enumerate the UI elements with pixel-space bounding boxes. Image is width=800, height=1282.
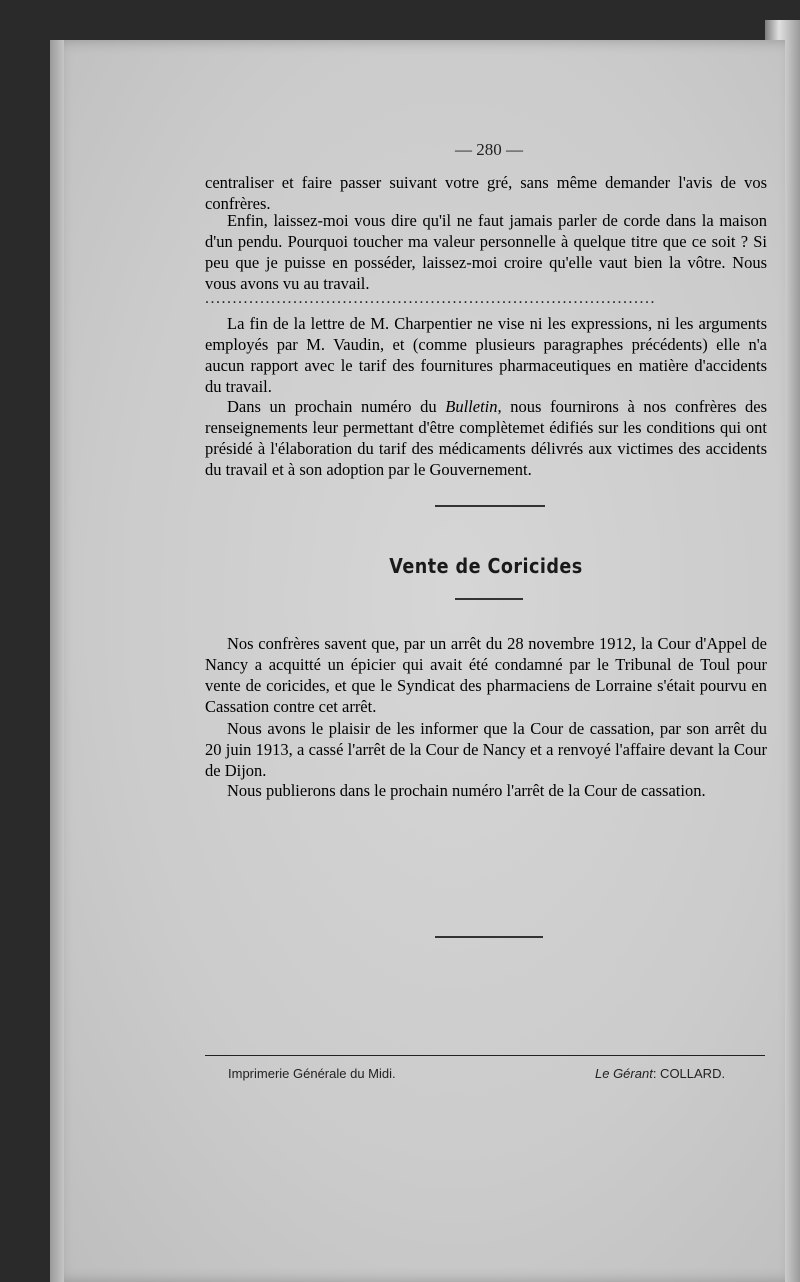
paragraph-4-text-b: , nous fournirons à nos confrères des renseignements leur permettant d'être complètemet édifiés sur les conditions qui ont présidé à l'élaboration du tarif des médicaments délivrés aux victimes des accidents du travail et à son adoption par le Gouvernement.	[205, 397, 767, 479]
paragraph-7: Nous publierons dans le prochain numéro l'arrêt de la Cour de cassation.	[227, 781, 706, 800]
paragraph-4	[205, 396, 767, 480]
section-divider-bottom	[435, 936, 543, 938]
paragraph-6: Nous avons le plaisir de les informer que la Cour de cassation, par son arrêt du 20 juin 1913, a cassé l'arrêt de la Cour de Nancy et a renvoyé l'affaire devant la Cour de Dijon.	[205, 719, 767, 780]
paragraph-5: Nos confrères savent que, par un arrêt du 28 novembre 1912, la Cour d'Appel de Nancy a acquitté un épicier qui avait été condamné par le Tribunal de Toul pour vente de coricides, et que le Syndicat des pharmaciens de Lorraine s'était pourvu en Cassation contre cet arrêt.	[205, 634, 767, 716]
title-underline	[455, 598, 523, 600]
manager-name: : COLLARD.	[652, 1066, 726, 1081]
paragraph-4-text-a: Dans un prochain numéro du	[227, 397, 446, 416]
paragraph-2: Enfin, laissez-moi vous dire qu'il ne faut jamais parler de corde dans la maison d'un pendu. Pourquoi toucher ma valeur personnelle à quelque titre que ce soit ? Si peu que je puisse en posséder, laissez-moi croire qu'elle vaut bien la vôtre. Nous vous avons vu au travail.	[205, 211, 767, 293]
printer-credit: Imprimerie Générale du Midi.	[228, 1066, 396, 1081]
manager-credit	[595, 1066, 725, 1081]
footer-rule	[205, 1055, 765, 1056]
ellipsis-separator: ..................................................................................	[205, 290, 656, 307]
manager-label: Le Gérant	[595, 1066, 653, 1081]
paragraph-1: centraliser et faire passer suivant votre gré, sans même demander l'avis de vos confrères.	[205, 173, 767, 213]
paragraph-3: La fin de la lettre de M. Charpentier ne vise ni les expressions, ni les arguments employés par M. Vaudin, et (comme plusieurs paragraphes précédents) elle n'a aucun rapport avec le tarif des fournitures pharmaceutiques en matière d'accidents du travail.	[205, 314, 767, 396]
bulletin-italic: Bulletin	[445, 397, 498, 416]
section-title: Vente de Coricides	[389, 554, 583, 578]
page-number: — 280 —	[455, 140, 523, 159]
page-gutter	[50, 40, 64, 1282]
section-divider-top	[435, 505, 545, 507]
